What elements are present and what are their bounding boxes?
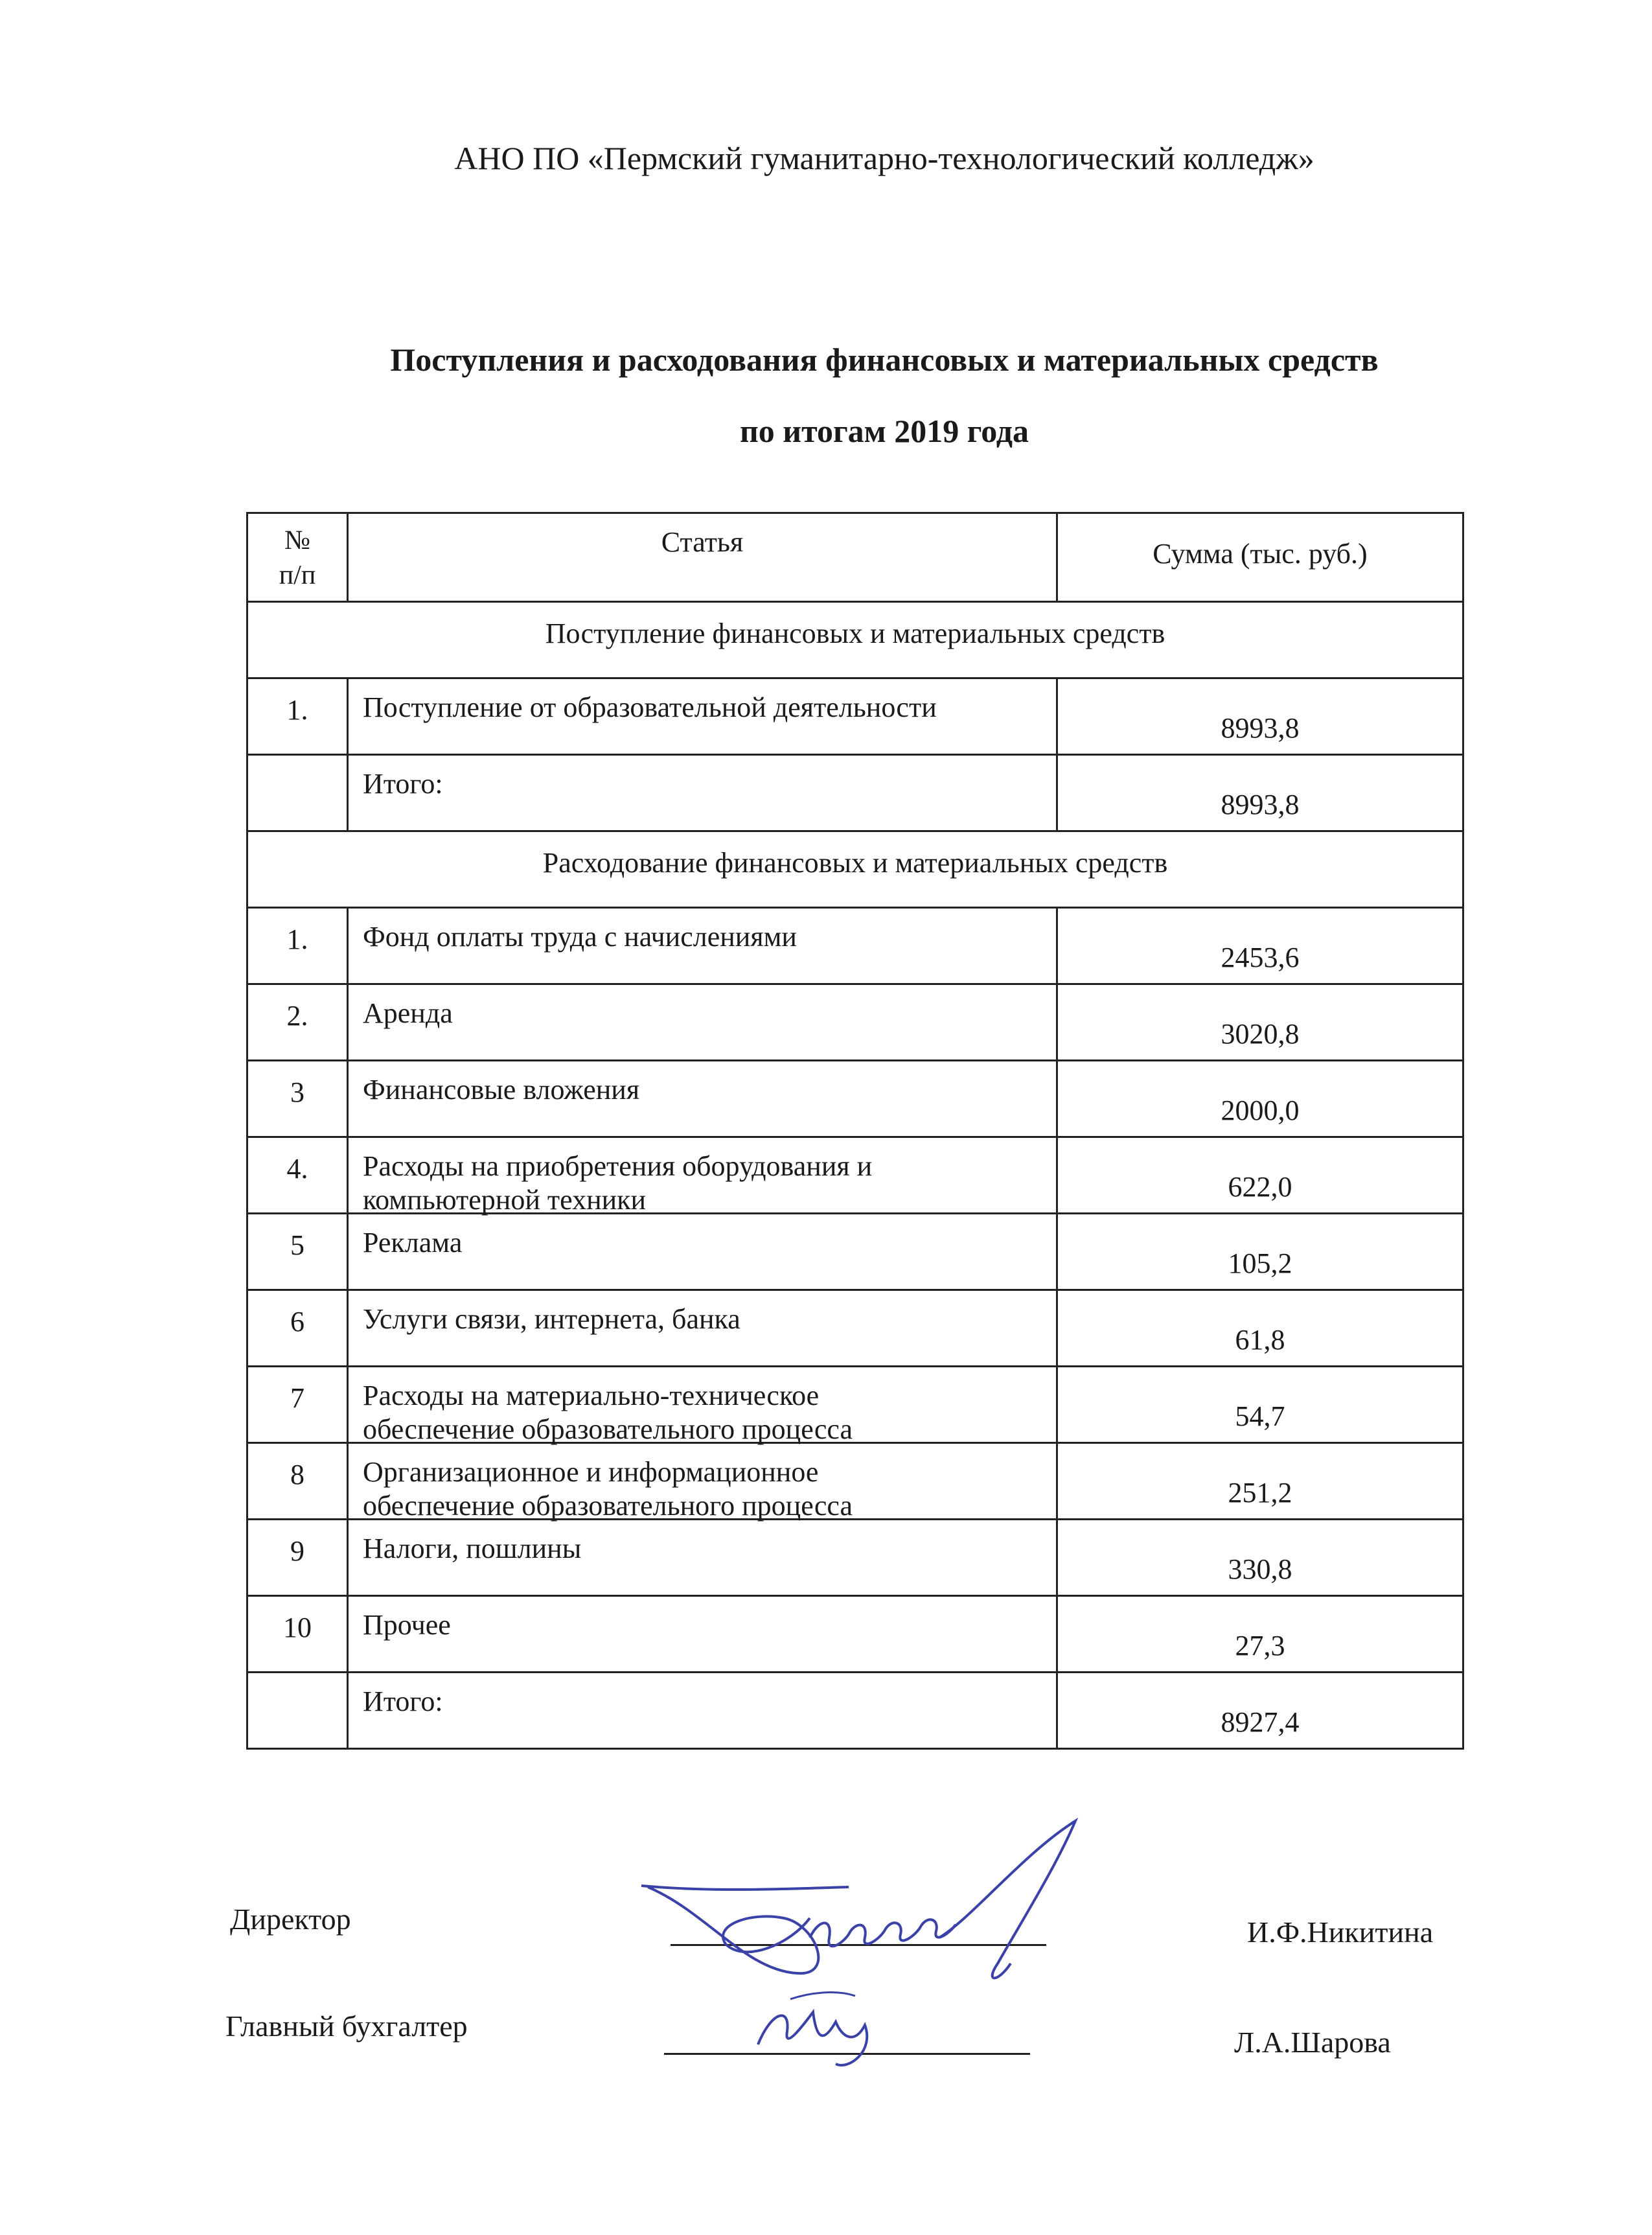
table-row	[246, 1138, 1464, 1214]
table-row	[246, 679, 1464, 756]
table-row	[246, 1214, 1464, 1291]
row-value: 8993,8	[1221, 712, 1300, 744]
column-header-number: № п/п	[248, 514, 349, 601]
row-item-line-1: Финансовые вложения	[363, 1074, 640, 1106]
row-item-line-1: Налоги, пошлины	[363, 1533, 582, 1564]
income-rows	[246, 679, 1464, 756]
table-row	[246, 909, 1464, 985]
expense-section-title: Расходование финансовых и материальных средств	[542, 847, 1168, 879]
row-number: 2.	[248, 985, 349, 1060]
row-value: 251,2	[1228, 1477, 1292, 1509]
income-section-row	[246, 603, 1464, 679]
row-item-line-1: Фонд оплаты труда с начислениями	[363, 921, 797, 953]
column-header-item: Статья	[349, 514, 1058, 601]
row-item	[349, 1291, 1058, 1365]
row-item	[349, 1520, 1058, 1595]
expense-total-row	[246, 1673, 1464, 1750]
row-number: 1.	[248, 909, 349, 983]
row-item-line-2: обеспечение образовательного процесса	[363, 1490, 853, 1522]
row-item-line-2: обеспечение образовательного процесса	[363, 1413, 853, 1445]
row-item-line-1: Прочее	[363, 1609, 451, 1641]
document-title	[0, 324, 1652, 467]
row-value: 3020,8	[1221, 1018, 1300, 1050]
row-value: 27,3	[1235, 1630, 1285, 1662]
title-line-2: по итогам 2019 года	[739, 413, 1029, 449]
row-number: 9	[248, 1520, 349, 1595]
accountant-label: Главный бухгалтер	[225, 2009, 468, 2043]
row-number: 7	[248, 1367, 349, 1442]
row-item-line-1: Организационное и информационное	[363, 1456, 819, 1488]
row-value: 54,7	[1235, 1400, 1285, 1432]
row-item	[349, 1061, 1058, 1136]
row-number: 8	[248, 1444, 349, 1518]
income-total-label: Итого:	[349, 756, 1058, 830]
row-value: 622,0	[1228, 1171, 1292, 1203]
row-item	[349, 1214, 1058, 1289]
row-value: 2000,0	[1221, 1094, 1300, 1126]
income-section-title: Поступление финансовых и материальных средств	[545, 618, 1165, 649]
director-name: И.Ф.Никитина	[1247, 1916, 1434, 1949]
director-signature-mark	[635, 1814, 1101, 2002]
table-row	[246, 1444, 1464, 1520]
row-value: 61,8	[1235, 1324, 1285, 1356]
row-value: 330,8	[1228, 1553, 1292, 1585]
table-row	[246, 985, 1464, 1061]
title-line-1: Поступления и расходования финансовых и материальных средств	[390, 342, 1379, 378]
row-item	[349, 1367, 1058, 1445]
row-item: Поступление от образовательной деятельности	[349, 679, 1058, 754]
expense-total-label: Итого:	[349, 1673, 1058, 1748]
row-item-line-1: Аренда	[363, 997, 453, 1029]
row-item	[349, 1138, 1058, 1216]
income-total-row	[246, 756, 1464, 832]
table-row	[246, 1061, 1464, 1138]
finance-table	[246, 512, 1464, 1750]
table-row	[246, 1520, 1464, 1597]
row-number: 1.	[248, 679, 349, 754]
row-item-line-1: Расходы на материально-техническое	[363, 1380, 820, 1411]
table-row	[246, 1291, 1464, 1367]
accountant-signature-mark	[751, 1986, 907, 2077]
accountant-name: Л.А.Шарова	[1234, 2026, 1391, 2059]
row-item-line-1: Расходы на приобретения оборудования и	[363, 1150, 873, 1182]
row-item	[349, 1444, 1058, 1522]
row-item-line-1: Реклама	[363, 1227, 463, 1258]
row-value: 2453,6	[1221, 942, 1300, 973]
income-total-value: 8993,8	[1221, 789, 1300, 820]
row-item	[349, 1597, 1058, 1671]
row-number: 5	[248, 1214, 349, 1289]
row-item	[349, 985, 1058, 1060]
row-item-line-2: компьютерной техники	[363, 1184, 647, 1216]
expense-total-value: 8927,4	[1221, 1706, 1300, 1738]
row-number: 6	[248, 1291, 349, 1365]
expense-section-row	[246, 832, 1464, 909]
row-value: 105,2	[1228, 1247, 1292, 1279]
row-item	[349, 909, 1058, 983]
director-label: Директор	[230, 1903, 351, 1936]
row-number: 4.	[248, 1138, 349, 1212]
column-header-sum: Сумма (тыс. руб.)	[1153, 538, 1368, 570]
table-row	[246, 1597, 1464, 1673]
table-header-row	[246, 512, 1464, 603]
expense-rows	[246, 909, 1464, 1673]
row-item-line-1: Услуги связи, интернета, банка	[363, 1303, 740, 1335]
row-number: 10	[248, 1597, 349, 1671]
table-row	[246, 1367, 1464, 1444]
row-number: 3	[248, 1061, 349, 1136]
organization-name: АНО ПО «Пермский гуманитарно-технологический колледж»	[454, 140, 1314, 176]
